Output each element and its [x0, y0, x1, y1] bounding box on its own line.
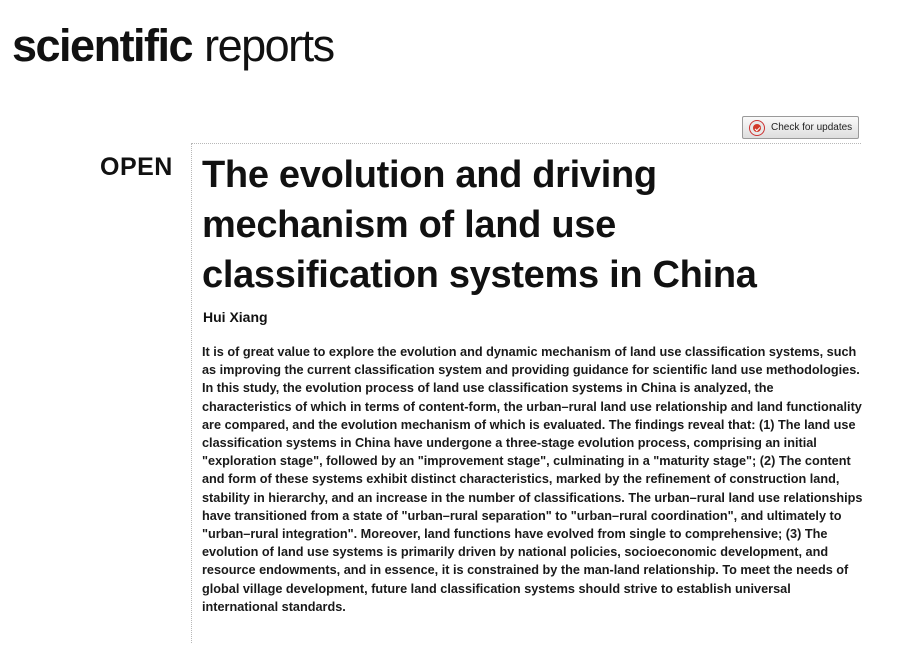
check-for-updates-button[interactable]	[742, 116, 859, 139]
abstract-text: It is of great value to explore the evolution and dynamic mechanism of land use classification systems, such as improving the current classification system and providing guidance for scientific land use methodologies. In this study, the evolution process of land use classification systems in China is analyzed, the characteristics of which in terms of content-form, the urban–rural land use relationship and land functionality are compared, and the evolution mechanism of which is evaluated. The findings reveal that: (1) The land use classification systems in China have undergone a three-stage evolution process, comprising an initial "exploration stage", followed by an "improvement stage", culminating in a "maturity stage"; (2) The content and form of these systems exhibit distinct characteristics, marked by the refinement of construction land, stability in hierarchy, and an increase in the number of classifications. The urban–rural land use relationships have transitioned from a state of "urban–rural separation" to "urban–rural coordination", and ultimately to "urban–rural integration". Moreover, land functions have evolved from single to comprehensive; (3) The evolution of land use systems is primarily driven by national policies, socioeconomic development, and resource endowments, and in essence, it is constrained by the man-land relationship. To meet the needs of global village development, future land classification systems should strive to establish universal international standards.	[202, 345, 863, 614]
journal-name-regular: reports	[204, 20, 334, 71]
journal-name-bold: scientific	[12, 20, 193, 71]
check-for-updates-icon	[749, 120, 765, 136]
check-for-updates-label: Check for updates	[771, 122, 853, 133]
open-access-label: OPEN	[100, 153, 173, 181]
left-divider	[191, 143, 192, 643]
journal-logo	[12, 18, 334, 74]
header-divider	[191, 143, 861, 144]
article-title: The evolution and driving mechanism of land use classification systems in China	[202, 154, 757, 296]
author-name[interactable]: Hui Xiang	[203, 309, 268, 325]
